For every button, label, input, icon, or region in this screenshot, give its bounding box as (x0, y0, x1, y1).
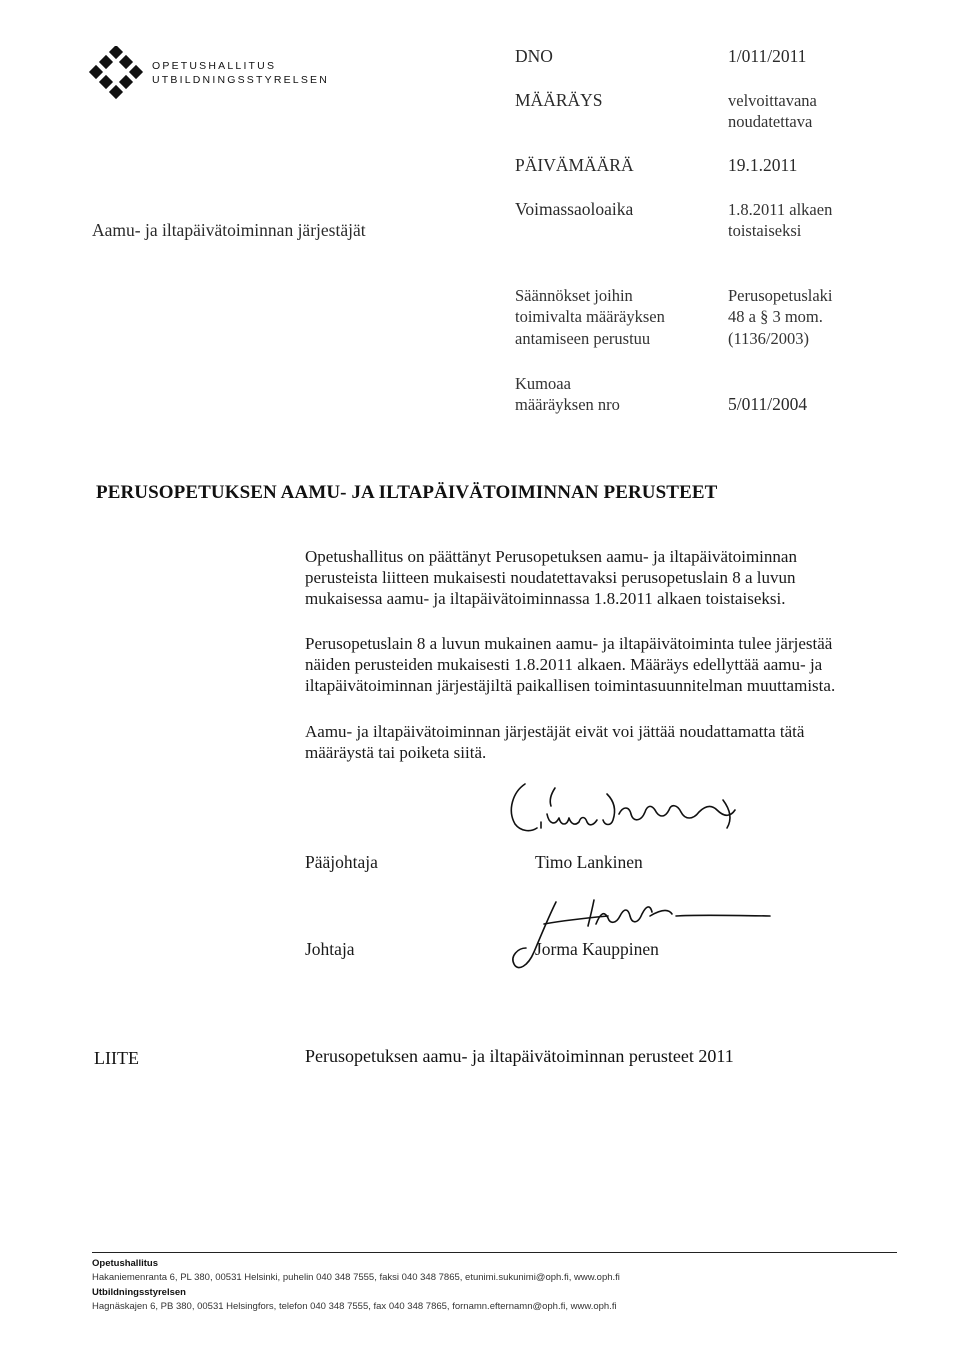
footer-address-sv: Hagnäskajen 6, PB 380, 00531 Helsingfors, telefon 040 348 7555, fax 040 348 7865, fornamn.efternamn@oph.fi, www.oph.fi (92, 1301, 617, 1312)
signer-1-name: Timo Lankinen (535, 852, 643, 872)
footer-org-fi: Opetushallitus (92, 1258, 158, 1269)
type-label: MÄÄRÄYS (515, 90, 603, 110)
paragraph-2-line: Perusopetuslain 8 a luvun mukainen aamu- ja iltapäivätoiminta tulee järjestää (305, 634, 833, 653)
paragraph-3 (305, 721, 885, 763)
signer-2-role: Johtaja (305, 939, 355, 959)
attachment-title: Perusopetuksen aamu- ja iltapäivätoiminnan perusteet 2011 (305, 1046, 734, 1066)
basis-label-line2: toimivalta määräyksen (515, 307, 665, 326)
repeals-label-line2: määräyksen nro (515, 395, 620, 414)
signature-timo-lankinen (495, 770, 755, 850)
opetushallitus-logo-icon (88, 46, 144, 102)
basis-label-line1: Säännökset joihin (515, 286, 633, 305)
dno-value: 1/011/2011 (728, 46, 807, 66)
document-title: PERUSOPETUKSEN AAMU- JA ILTAPÄIVÄTOIMINNAN PERUSTEET (96, 482, 718, 503)
paragraph-1-line: Opetushallitus on päättänyt Perusopetuksen aamu- ja iltapäivätoiminnan (305, 547, 797, 566)
signer-1-role: Pääjohtaja (305, 852, 378, 872)
addressee: Aamu- ja iltapäivätoiminnan järjestäjät (92, 220, 366, 240)
type-value-line2: noudatettava (728, 112, 813, 131)
footer-org-sv: Utbildningsstyrelsen (92, 1287, 186, 1298)
validity-value-line1: 1.8.2011 alkaen (728, 200, 833, 219)
date-value: 19.1.2011 (728, 155, 798, 175)
paragraph-2 (305, 633, 885, 696)
paragraph-3-line: määräystä tai poiketa siitä. (305, 743, 487, 762)
paragraph-1-line: perusteista liitteen mukaisesti noudatettavaksi perusopetuslain 8 a luvun (305, 568, 796, 587)
type-value-line1: velvoittavana (728, 91, 817, 110)
logo-text-fi: OPETUSHALLITUS (152, 60, 277, 72)
paragraph-2-line: näiden perusteiden mukaisesti 1.8.2011 alkaen. Määräys edellyttää aamu- ja (305, 655, 823, 674)
logo-text-sv: UTBILDNINGSSTYRELSEN (152, 74, 330, 86)
paragraph-1-line: mukaisessa aamu- ja iltapäivätoiminnassa 1.8.2011 alkaen toistaiseksi. (305, 589, 786, 608)
repeals-label-line1: Kumoaa (515, 374, 571, 393)
paragraph-3-line: Aamu- ja iltapäivätoiminnan järjestäjät eivät voi jättää noudattamatta tätä (305, 722, 805, 741)
date-label: PÄIVÄMÄÄRÄ (515, 155, 634, 175)
basis-value-line1: Perusopetuslaki (728, 286, 833, 305)
footer-address-fi: Hakaniemenranta 6, PL 380, 00531 Helsinki, puhelin 040 348 7555, faksi 040 348 7865, etunimi.sukunimi@oph.fi, www.oph.fi (92, 1272, 620, 1283)
paragraph-1 (305, 546, 885, 609)
validity-label: Voimassaoloaika (515, 199, 634, 219)
signature-jorma-kauppinen (500, 888, 780, 978)
repeals-value: 5/011/2004 (728, 394, 808, 414)
validity-value-line2: toistaiseksi (728, 221, 802, 240)
basis-value-line3: (1136/2003) (728, 329, 809, 348)
signer-2-name: Jorma Kauppinen (535, 939, 659, 959)
basis-value-line2: 48 a § 3 mom. (728, 307, 823, 326)
basis-label-line3: antamiseen perustuu (515, 329, 651, 348)
dno-label: DNO (515, 46, 553, 66)
attachment-label: LIITE (94, 1048, 139, 1068)
paragraph-2-line: iltapäivätoiminnan järjestäjiltä paikallisen toimintasuunnitelman muuttamista. (305, 676, 836, 695)
footer-divider (92, 1252, 897, 1253)
